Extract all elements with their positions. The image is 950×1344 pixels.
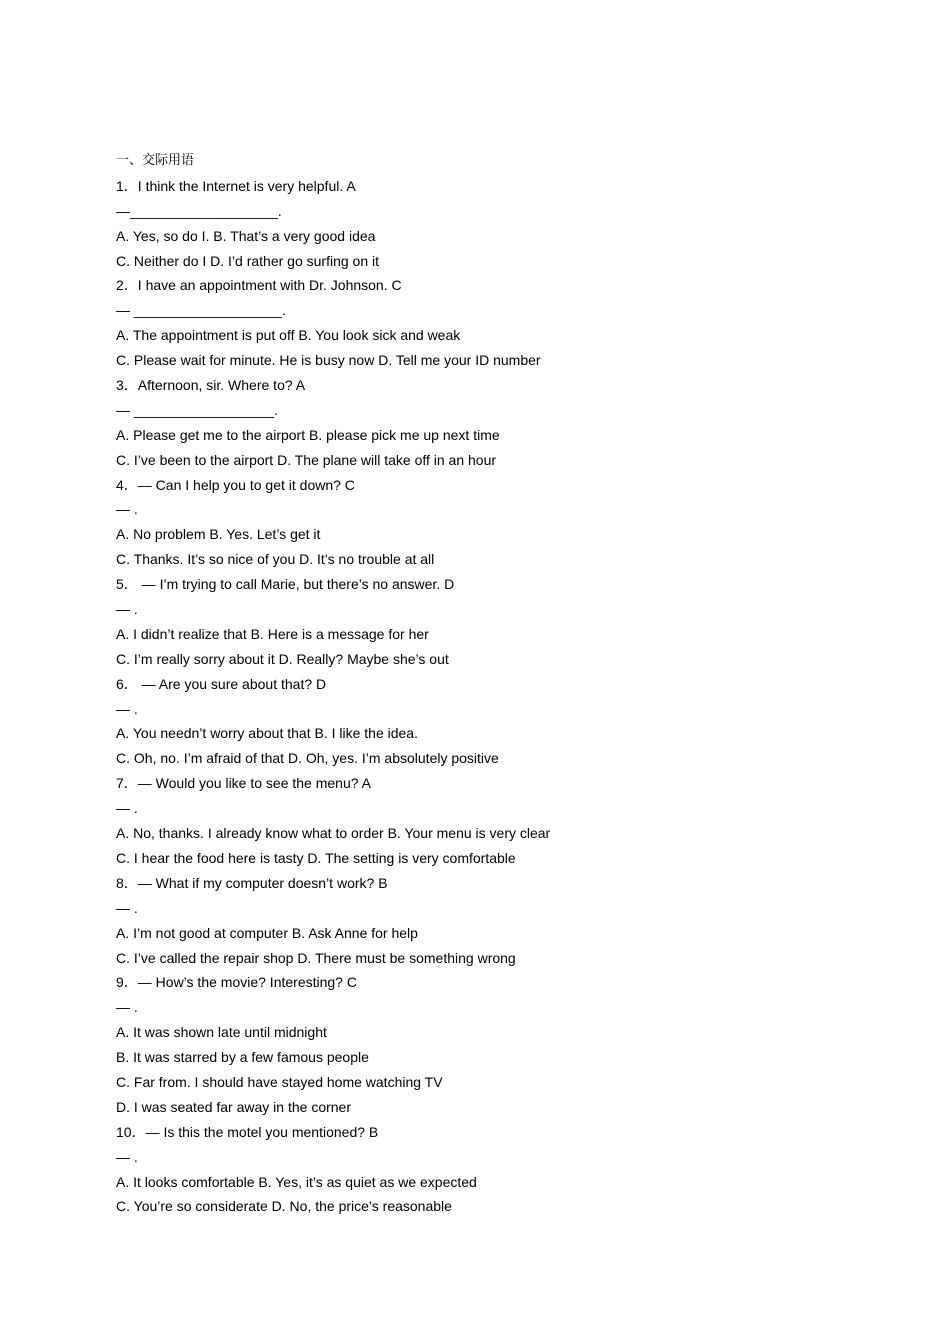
question-3-blank: — __________________. <box>116 401 278 418</box>
section-title: 一、交际用语 <box>116 153 195 168</box>
question-7-blank: — . <box>116 800 138 817</box>
question-5-options-cd: C. I’m really sorry about it D. Really? Maybe she’s out <box>116 650 449 667</box>
question-1-prompt: 1．I think the Internet is very helpful. A <box>116 177 356 194</box>
question-5-blank: — . <box>116 601 138 618</box>
question-4-blank: — . <box>116 501 138 518</box>
question-8-blank: — . <box>116 899 138 916</box>
question-9-option-d: D. I was seated far away in the corner <box>116 1098 351 1115</box>
question-9-prompt: 9．— How’s the movie? Interesting? C <box>116 974 357 991</box>
question-list <box>116 174 876 1219</box>
question-9-option-c: C. Far from. I should have stayed home watching TV <box>116 1073 443 1090</box>
question-1-options-cd: C. Neither do I D. I’d rather go surfing on it <box>116 252 380 269</box>
question-3-prompt: 3．Afternoon, sir. Where to? A <box>116 377 306 394</box>
question-3-options-cd: C. I’ve been to the airport D. The plane will take off in an hour <box>116 451 497 468</box>
question-8-options-cd: C. I’ve called the repair shop D. There must be something wrong <box>116 949 516 966</box>
question-8-options-ab: A. I’m not good at computer B. Ask Anne for help <box>116 924 418 941</box>
question-10-prompt: 10．— Is this the motel you mentioned? B <box>116 1123 379 1140</box>
question-1-options-ab: A. Yes, so do I. B. That’s a very good idea <box>116 227 376 244</box>
question-2-blank: — ___________________. <box>116 302 286 319</box>
question-10-blank: — . <box>116 1148 138 1165</box>
question-10-options-cd: C. You’re so considerate D. No, the price’s reasonable <box>116 1198 452 1215</box>
question-5-prompt: 5． — I’m trying to call Marie, but there’s no answer. D <box>116 576 455 593</box>
question-2-options-cd: C. Please wait for minute. He is busy now D. Tell me your ID number <box>116 352 541 369</box>
document-page <box>116 149 876 1219</box>
question-6-blank: — . <box>116 700 138 717</box>
question-5-options-ab: A. I didn’t realize that B. Here is a message for her <box>116 625 429 642</box>
question-4-prompt: 4．— Can I help you to get it down? C <box>116 476 355 493</box>
question-6-options-cd: C. Oh, no. I’m afraid of that D. Oh, yes. I’m absolutely positive <box>116 750 499 767</box>
question-7-options-cd: C. I hear the food here is tasty D. The setting is very comfortable <box>116 849 516 866</box>
question-7-options-ab: A. No, thanks. I already know what to order B. Your menu is very clear <box>116 825 551 842</box>
question-7-prompt: 7．— Would you like to see the menu? A <box>116 775 371 792</box>
question-4-options-ab: A. No problem B. Yes. Let’s get it <box>116 526 321 543</box>
question-9-blank: — . <box>116 999 138 1016</box>
question-1-blank: —___________________. <box>116 202 282 219</box>
question-6-options-ab: A. You needn’t worry about that B. I like the idea. <box>116 725 418 742</box>
question-6-prompt: 6． — Are you sure about that? D <box>116 675 327 692</box>
question-9-option-a: A. It was shown late until midnight <box>116 1024 327 1041</box>
question-8-prompt: 8．— What if my computer doesn’t work? B <box>116 874 388 891</box>
question-10-options-ab: A. It looks comfortable B. Yes, it’s as quiet as we expected <box>116 1173 477 1190</box>
question-2-prompt: 2．I have an appointment with Dr. Johnson. C <box>116 277 402 294</box>
question-2-options-ab: A. The appointment is put off B. You look sick and weak <box>116 327 461 344</box>
question-4-options-cd: C. Thanks. It’s so nice of you D. It’s no trouble at all <box>116 551 435 568</box>
question-9-option-b: B. It was starred by a few famous people <box>116 1049 369 1066</box>
question-3-options-ab: A. Please get me to the airport B. please pick me up next time <box>116 426 500 443</box>
